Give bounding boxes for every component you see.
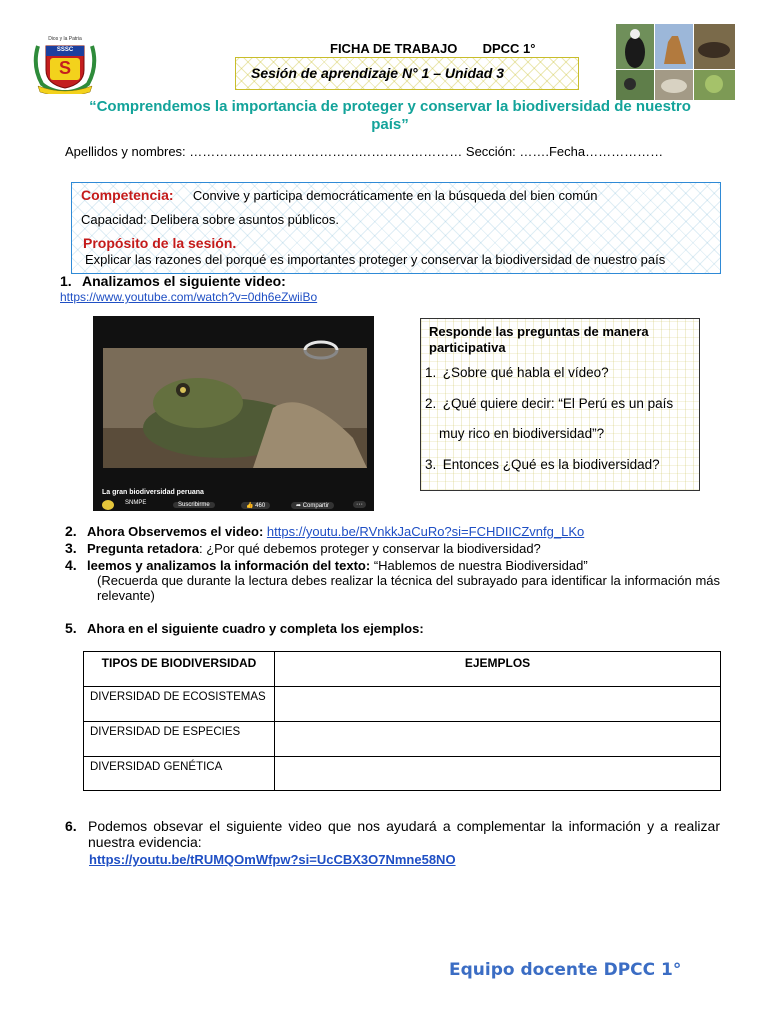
like-count: 460 (255, 503, 266, 509)
main-title: “Comprendemos la importancia de proteger y conservar la biodiversidad de nuestro país” (89, 98, 691, 133)
session-banner (235, 57, 579, 90)
thumbs-up-icon: 👍 (246, 503, 254, 509)
subscribe-button[interactable]: Suscribirme (173, 502, 215, 508)
channel-name: SNMPE (125, 500, 147, 506)
proposito-label: Propósito de la sesión. (83, 235, 237, 251)
worksheet-title: FICHA DE TRABAJO (330, 41, 458, 56)
question-text: muy rico en biodiversidad”? (439, 426, 605, 441)
step-5-number: 5. (65, 620, 77, 636)
question-3 (425, 457, 660, 473)
table-row (84, 722, 721, 757)
step-3-text: : ¿Por qué debemos proteger y conservar la biodiversidad? (198, 541, 541, 556)
animal-collage-image (616, 24, 735, 100)
step-3-number: 3. (65, 540, 77, 556)
question-text: ¿Sobre qué habla el vídeo? (442, 365, 609, 380)
video-caption: La gran biodiversidad peruana (102, 489, 204, 496)
competencia-label: Competencia: (81, 187, 174, 203)
like-button[interactable] (241, 502, 270, 509)
question-2-continued (439, 426, 604, 442)
question-number: 3. (425, 457, 437, 472)
example-cell[interactable] (275, 757, 721, 791)
step-4-number: 4. (65, 557, 77, 573)
step-2-number: 2. (65, 523, 77, 539)
question-text: Entonces ¿Qué es la biodiversidad? (442, 457, 660, 472)
header-tipos: TIPOS DE BIODIVERSIDAD (84, 652, 275, 687)
step-1-number: 1. (60, 273, 72, 289)
logo-initials: SSSC (56, 47, 74, 53)
questions-box (420, 318, 700, 491)
competence-box (71, 182, 721, 274)
share-button[interactable] (291, 502, 334, 509)
proposito-text: Explicar las razones del porqué es importantes proteger y conservar la biodiversidad de nuestro país (85, 252, 666, 267)
step-3-label: Pregunta retadora (87, 541, 199, 556)
step-6-text: Podemos obsevar el siguiente video que nos ayudará a complementar la información y a realizar nuestra evidencia: (88, 818, 720, 850)
step-1 (60, 273, 286, 289)
video-link-1[interactable]: https://www.youtube.com/watch?v=0dh6eZwiiBo (60, 290, 318, 304)
question-text: ¿Qué quiere decir: “El Perú es un país (442, 396, 674, 411)
logo-motto: Dios y la Patria (48, 36, 82, 42)
row-type: DIVERSIDAD DE ECOSISTEMAS (84, 687, 275, 722)
loading-icon (301, 338, 341, 362)
table-row (84, 757, 721, 791)
step-2 (65, 523, 584, 539)
capacidad-text: Capacidad: Delibera sobre asuntos públicos. (81, 212, 339, 227)
question-number: 1. (425, 365, 437, 380)
video-link-2[interactable]: https://youtu.be/RVnkkJaCuRo?si=FCHDIICZvnfg_LKo (266, 524, 585, 539)
biodiversity-table (83, 651, 721, 791)
step-4-text: “Hablemos de nuestra Biodiversidad” (373, 558, 588, 573)
row-type: DIVERSIDAD DE ESPECIES (84, 722, 275, 757)
step-6-number: 6. (65, 818, 77, 834)
student-info-line: Apellidos y nombres: ……………………………………………………… Sección: …….Fecha……………… (65, 144, 664, 159)
table-row (84, 687, 721, 722)
step-6 (65, 818, 720, 850)
example-cell[interactable] (275, 722, 721, 757)
competencia-text: Convive y participa democráticamente en la búsqueda del bien común (192, 188, 598, 203)
share-label: Compartir (302, 503, 330, 509)
share-icon: ➦ (296, 503, 302, 509)
step-4-note: (Recuerda que durante la lectura debes realizar la técnica del subrayado para identificar la información más relevante) (97, 573, 720, 603)
step-2-text: Ahora Observemos el video: (87, 524, 267, 539)
header-ejemplos: EJEMPLOS (275, 652, 721, 687)
course-name: DPCC 1° (482, 41, 536, 56)
step-5-text: Ahora en el siguiente cuadro y completa los ejemplos: (87, 621, 424, 636)
channel-avatar (102, 500, 114, 510)
frog-image (103, 348, 367, 468)
step-5 (65, 620, 424, 636)
step-4 (65, 557, 588, 573)
logo-letter: S (58, 58, 71, 78)
step-4-label: leemos y analizamos la información del texto: (87, 558, 374, 573)
more-options-button[interactable]: ··· (353, 501, 366, 508)
question-2 (425, 396, 673, 412)
questions-title: Responde las preguntas de manera participativa (429, 324, 649, 355)
worksheet-header (330, 41, 536, 56)
session-title: Sesión de aprendizaje N° 1 – Unidad 3 (251, 65, 505, 81)
video-link-3[interactable]: https://youtu.be/tRUMQOmWfpw?si=UcCBX3O7Nmne58NO (89, 852, 456, 867)
row-type: DIVERSIDAD GENÉTICA (84, 757, 275, 791)
school-logo (32, 36, 98, 94)
example-cell[interactable] (275, 687, 721, 722)
video-thumbnail[interactable] (93, 316, 374, 511)
question-number: 2. (425, 396, 437, 411)
question-1 (425, 365, 609, 381)
table-header-row (84, 652, 721, 687)
step-1-text: Analizamos el siguiente video: (82, 273, 286, 289)
step-3 (65, 540, 541, 556)
footer-signature: Equipo docente DPCC 1° (449, 960, 682, 980)
